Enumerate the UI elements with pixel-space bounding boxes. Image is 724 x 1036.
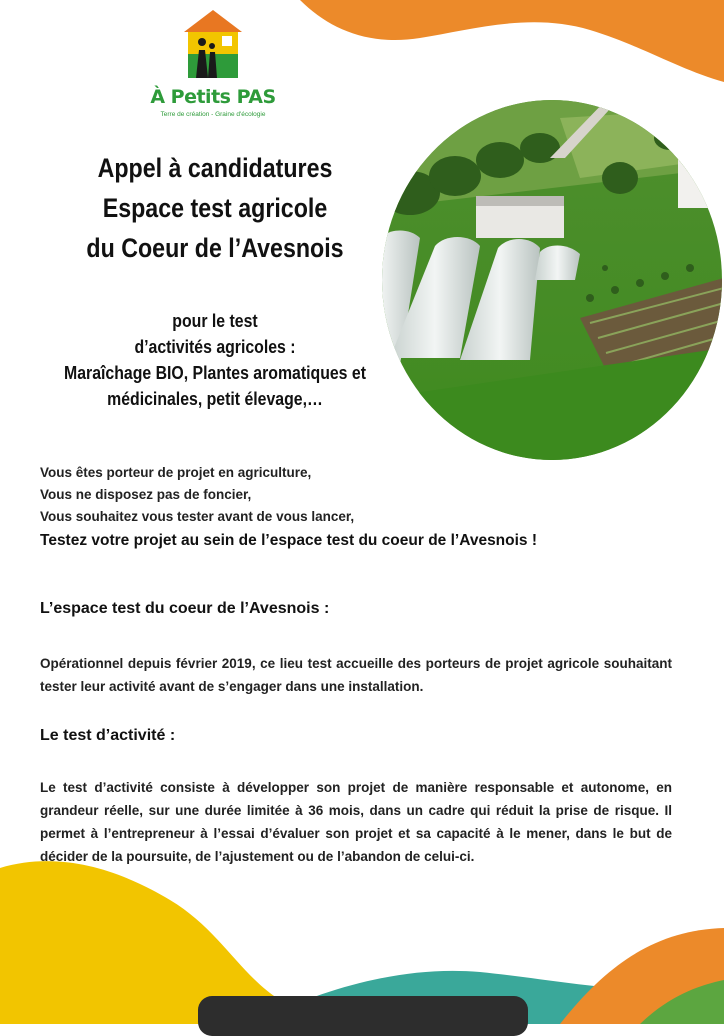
intro-line: Vous ne disposez pas de foncier, <box>40 487 252 502</box>
section-heading-space: L’espace test du coeur de l’Avesnois : <box>40 600 330 617</box>
subtitle-line: médicinales, petit élevage,… <box>107 389 323 409</box>
section-heading-test: Le test d’activité : <box>40 727 176 744</box>
intro-line: Vous êtes porteur de projet en agriculture, <box>40 465 312 480</box>
viewer-overlay-bar[interactable] <box>198 996 528 1036</box>
subtitle <box>43 308 386 412</box>
intro-line: Vous souhaitez vous tester avant de vous lancer, <box>40 509 355 524</box>
aerial-farm-photo <box>380 98 724 462</box>
section-text-space: Opérationnel depuis février 2019, ce lieu test accueille des porteurs de projet agricole souhaitant tester leur activité avant de s’engager dans une installation. <box>40 656 672 694</box>
logo <box>138 8 288 126</box>
title-line: Appel à candidatures <box>97 153 333 183</box>
subtitle-line: Maraîchage BIO, Plantes aromatiques et <box>64 363 366 383</box>
section-text-test: Le test d’activité consiste à développer son projet de manière responsable et autonome, en grandeur réelle, sur une durée limitée à 36 mois, dans un cadre qui réduit la prise de risque. Il permet à l’entrepreneur à l’essai d’évaluer son projet et sa capacité à le mener, dans le but de décider de la poursuite, de l’ajustement ou de l’abandon de celui-ci. <box>40 780 672 864</box>
intro-block <box>40 462 537 552</box>
logo-name: À Petits PAS <box>150 86 276 108</box>
title-line: du Coeur de l’Avesnois <box>86 233 344 263</box>
subtitle-line: d’activités agricoles : <box>134 337 296 357</box>
house-logo-icon <box>182 8 244 82</box>
top-orange-wave <box>300 0 724 82</box>
title-line: Espace test agricole <box>102 193 328 223</box>
logo-tagline: Terre de création - Graine d'écologie <box>160 111 266 118</box>
intro-emphasis: Testez votre projet au sein de l’espace test du coeur de l’Avesnois ! <box>40 532 538 549</box>
subtitle-line: pour le test <box>172 311 258 331</box>
page-title <box>65 148 366 268</box>
